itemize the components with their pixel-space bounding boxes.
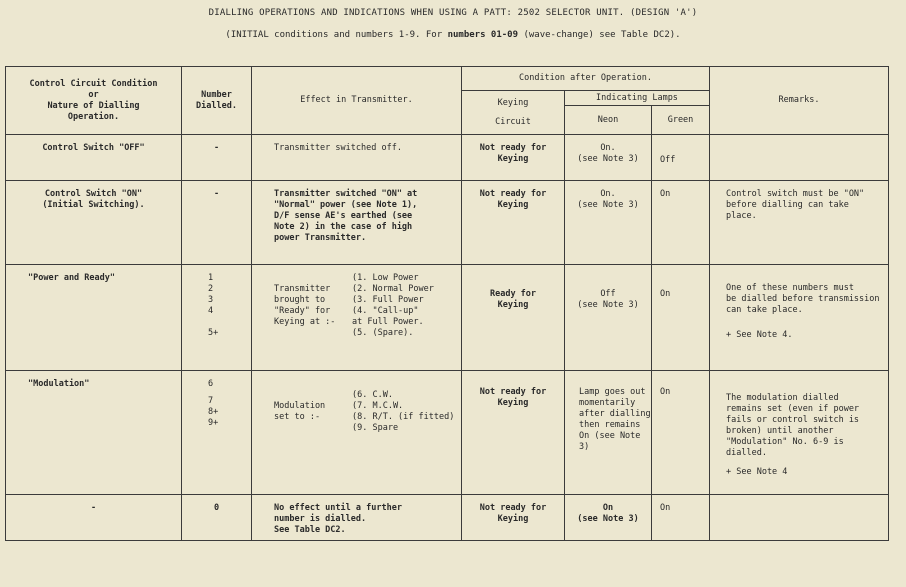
subtitle-part-a: (INITIAL conditions and numbers 1-9. For bbox=[225, 30, 448, 40]
subtitle-part-b: numbers 01-09 bbox=[447, 30, 519, 40]
remarks-text: One of these numbers must be dialled before transmission can take place. bbox=[726, 283, 880, 315]
number-3: 3 bbox=[208, 295, 214, 305]
row-effect: No effect until a further number is dialled. See Table DC2. bbox=[252, 495, 462, 541]
row-green: On bbox=[652, 495, 710, 541]
row-number: - bbox=[182, 181, 252, 265]
row-neon: Off (see Note 3) bbox=[565, 265, 652, 371]
number-2: 2 bbox=[208, 284, 214, 294]
header-neon: Neon bbox=[565, 106, 652, 135]
row-number-list bbox=[182, 265, 252, 371]
row-condition: - bbox=[6, 495, 182, 541]
row-condition: "Power and Ready" bbox=[6, 265, 182, 371]
document-title: DIALLING OPERATIONS AND INDICATIONS WHEN USING A PATT: 2502 SELECTOR UNIT. (DESIGN 'A') bbox=[208, 8, 698, 18]
row-remarks bbox=[710, 495, 889, 541]
row-keying: Not ready for Keying bbox=[462, 135, 565, 181]
header-remarks: Remarks. bbox=[710, 67, 889, 135]
number-6: 6 bbox=[208, 379, 214, 389]
row-effect bbox=[252, 371, 462, 495]
header-green: Green bbox=[652, 106, 710, 135]
effect-options: (6. C.W. (7. M.C.W. (8. R/T. (if fitted) (9. Spare bbox=[352, 390, 455, 433]
header-indicating-lamps: Indicating Lamps bbox=[565, 91, 710, 106]
row-green: Off bbox=[652, 135, 710, 181]
number-5: 5+ bbox=[208, 328, 219, 338]
effect-lead-text: Transmitter brought to "Ready" for Keying at :- bbox=[274, 284, 336, 327]
row-number: - bbox=[182, 135, 252, 181]
effect-options: (1. Low Power (2. Normal Power (3. Full Power (4. "Call-up" at Full Power. (5. (Spare). bbox=[352, 273, 434, 338]
table-row bbox=[6, 371, 889, 495]
remarks-note: + See Note 4. bbox=[726, 330, 793, 340]
number-7: 7 bbox=[208, 396, 214, 406]
row-condition: Control Switch "OFF" bbox=[6, 135, 182, 181]
table-row bbox=[6, 181, 889, 265]
table-row bbox=[6, 495, 889, 541]
number-1: 1 bbox=[208, 273, 214, 283]
header-keying-circuit bbox=[462, 91, 565, 135]
header-keying: Keying bbox=[497, 97, 529, 108]
row-neon: On. (see Note 3) bbox=[565, 181, 652, 265]
header-condition: Control Circuit Condition or Nature of Dialling Operation. bbox=[6, 67, 182, 135]
row-condition: "Modulation" bbox=[6, 371, 182, 495]
remarks-note: + See Note 4 bbox=[726, 467, 788, 477]
row-remarks bbox=[710, 135, 889, 181]
number-8: 8+ bbox=[208, 407, 219, 417]
header-number-dialled: Number Dialled. bbox=[182, 67, 252, 135]
number-9: 9+ bbox=[208, 418, 219, 428]
row-remarks bbox=[710, 265, 889, 371]
number-spacer bbox=[208, 317, 251, 328]
row-effect: Transmitter switched off. bbox=[252, 135, 462, 181]
row-remarks bbox=[710, 371, 889, 495]
subtitle-part-c: (wave-change) see Table DC2). bbox=[518, 30, 681, 40]
row-effect bbox=[252, 265, 462, 371]
row-green: On bbox=[652, 265, 710, 371]
row-effect: Transmitter switched "ON" at "Normal" power (see Note 1), D/F sense AE's earthed (see Note 2) in the case of high power Transmitter. bbox=[252, 181, 462, 265]
remarks-text: The modulation dialled remains set (even if power fails or control switch is broken) until another "Modulation" No. 6-9 is dialled. bbox=[726, 393, 860, 458]
header-circuit: Circuit bbox=[495, 116, 531, 127]
dialling-operations-table bbox=[5, 66, 889, 541]
table-row bbox=[6, 135, 889, 181]
row-keying: Not ready for Keying bbox=[462, 495, 565, 541]
row-remarks: Control switch must be "ON" before dialling can take place. bbox=[710, 181, 889, 265]
row-keying: Ready for Keying bbox=[462, 265, 565, 371]
header-condition-after: Condition after Operation. bbox=[462, 67, 710, 91]
row-condition: Control Switch "ON" (Initial Switching). bbox=[6, 181, 182, 265]
row-keying: Not ready for Keying bbox=[462, 371, 565, 495]
row-green: On bbox=[652, 181, 710, 265]
number-4: 4 bbox=[208, 306, 214, 316]
row-number-list bbox=[182, 371, 252, 495]
row-keying: Not ready for Keying bbox=[462, 181, 565, 265]
row-neon: On (see Note 3) bbox=[565, 495, 652, 541]
row-number: 0 bbox=[182, 495, 252, 541]
row-green: On bbox=[652, 371, 710, 495]
row-neon: On. (see Note 3) bbox=[565, 135, 652, 181]
effect-lead-text: Modulation set to :- bbox=[274, 401, 326, 422]
document-subtitle bbox=[0, 30, 906, 40]
header-effect: Effect in Transmitter. bbox=[252, 67, 462, 135]
table-row bbox=[6, 265, 889, 371]
row-neon: Lamp goes out momentarily after dialling then remains On (see Note 3) bbox=[565, 371, 652, 495]
